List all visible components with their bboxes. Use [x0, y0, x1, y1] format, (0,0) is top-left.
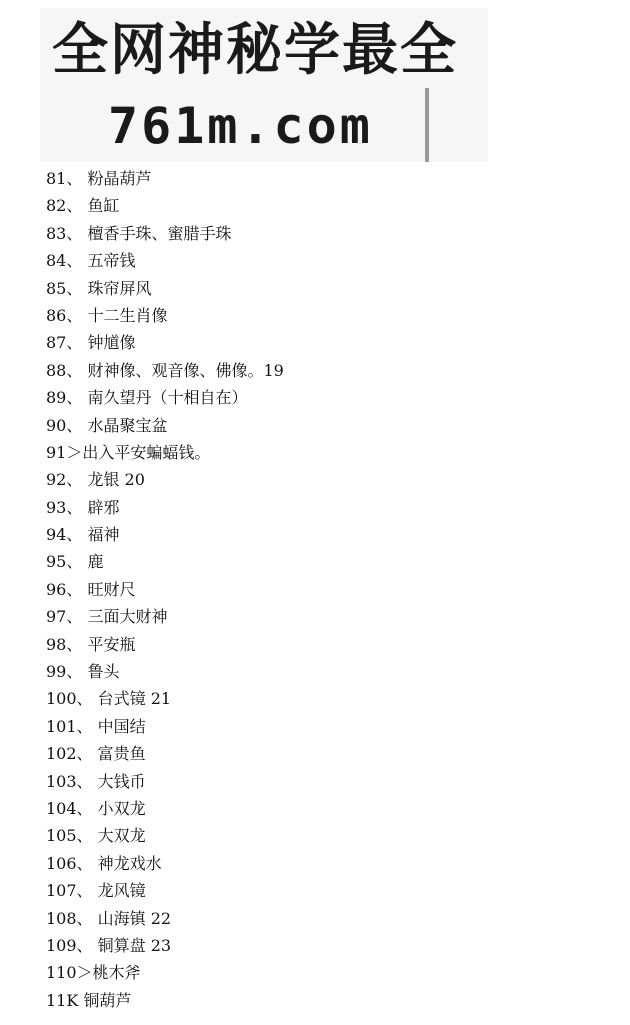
list-item: 107、 龙风镜 — [46, 881, 146, 901]
banner-title: 全网神秘学最全 — [52, 18, 458, 83]
banner-divider — [425, 88, 429, 162]
list-item: 83、 檀香手珠、蜜腊手珠 — [46, 223, 232, 243]
list-item: 104、 小双龙 — [46, 798, 146, 818]
list-item: 86、 十二生肖像 — [46, 305, 168, 325]
list-item: 84、 五帝钱 — [46, 251, 136, 271]
list-item: 82、 鱼缸 — [46, 196, 120, 216]
list-item: 81、 粉晶葫芦 — [46, 169, 152, 188]
list-item: 89、 南久望丹（十相自在） — [46, 388, 248, 408]
site-banner — [40, 8, 488, 162]
list-item: 103、 大钱币 — [46, 771, 146, 791]
list-item: 109、 铜算盘 23 — [46, 935, 172, 955]
list-item: 108、 山海镇 22 — [46, 908, 172, 928]
list-item: 93、 辟邪 — [46, 497, 120, 517]
list-item: 88、 财神像、观音像、佛像。19 — [46, 360, 284, 380]
list-item: 90、 水晶聚宝盆 — [46, 415, 168, 435]
list-item: 11K 铜葫芦 — [46, 990, 132, 1010]
list-item: 95、 鹿 — [46, 552, 104, 572]
list-item: 85、 珠帘屏风 — [46, 278, 152, 298]
list-item: 110＞桃木斧 — [46, 963, 141, 983]
list-item: 91＞出入平安蝙蝠钱。 — [46, 442, 211, 462]
list-item: 98、 平安瓶 — [46, 634, 136, 654]
list-item: 102、 富贵鱼 — [46, 744, 146, 764]
list-item: 106、 神龙戏水 — [46, 853, 162, 873]
list-item: 94、 福神 — [46, 525, 120, 545]
list-item: 99、 鲁头 — [46, 662, 120, 682]
list-item: 105、 大双龙 — [46, 826, 146, 846]
list-item: 87、 钟馗像 — [46, 333, 136, 353]
list-item: 101、 中国结 — [46, 716, 146, 736]
list-item: 96、 旺财尺 — [46, 579, 136, 599]
item-list — [46, 165, 284, 1014]
list-item: 92、 龙银 20 — [46, 470, 145, 490]
list-item: 97、 三面大财神 — [46, 607, 168, 627]
banner-url: 761m.com — [108, 97, 373, 155]
list-item: 100、 台式镜 21 — [46, 689, 172, 709]
